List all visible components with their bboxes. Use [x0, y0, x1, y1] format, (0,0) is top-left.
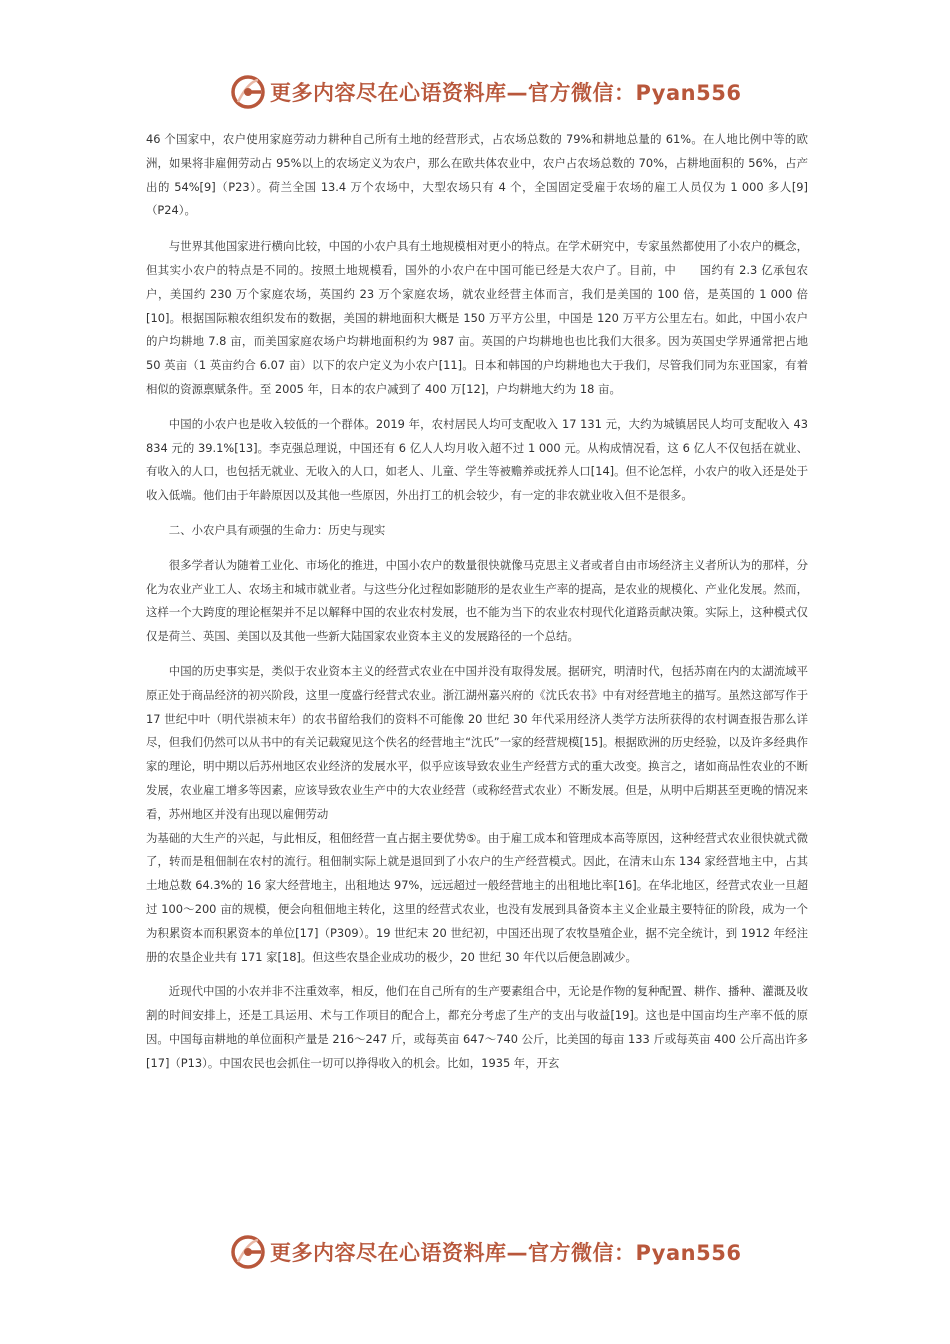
paragraph: 很多学者认为随着工业化、市场化的推进，中国小农户的数量很快就像马克思主义者或者自由市场经济主义者所认为的那样，分化为农业产业工人、农场主和城市就业者。与这些分化过程如影随形的是农业生产率的提高，是农业的规模化、产业化发展。然而，这样一个大跨度的理论框架并不足以解释中国的农业农村发展，也不能为当下的农业农村现代化道路贡献决策。实际上，这种模式仅仅是荷兰、英国、美国以及其他一些新大陆国家农业资本主义的发展路径的一个总结。: [146, 557, 808, 644]
paragraph: 中国的小农户也是收入较低的一个群体。2019 年，农村居民人均可支配收入 17 131 元，大约为城镇居民人均可支配收入 43 834 元的 39.1%[13]。李克强总理说，中国还有 6 亿人人均月收入超不过 1 000 元。从构成情况看，这 6 亿人不仅包括在就业、有收入的人口，也包括无就业、无收入的人口，如老人、儿童、学生等被赡养或抚养人口[14]。但不论怎样，小农户的收入还是处于收入低端。他们由于年龄原因以及其他一些原因，外出打工的机会较少，有一定的非农就业收入但不是很多。: [146, 416, 808, 503]
stylized-g-logo-icon: [228, 72, 268, 112]
banner-main-text: 更多内容尽在心语资料库—官方微信：: [270, 1241, 636, 1265]
spacer: [146, 223, 808, 235]
paragraph: 为基础的大生产的兴起，与此相反，租佃经营一直占据主要优势⑤。由于雇工成本和管理成本高等原因，这种经营式农业很快就式微了，转而是租佃制在农村的流行。租佃制实际上就是退回到了小农户的生产经营模式。因此，在清末山东 134 家经营地主中，占其土地总数 64.3%的 16 家大经营地主，出租地达 97%，远远超过一般经营地主的出租地比率[16]。在华北地区，经营式农业一旦超过 100～200 亩的规模，便会向租佃地主转化，这里的经营式农业，也没有发展到具备资本主义企业最主要特征的阶段，成为一个为积累资本而积累资本的单位[17]（P309）。19 世纪末 20 世纪初，中国还出现了农牧垦殖企业，据不完全统计，到 1912 年经注册的农垦企业共有 171 家[18]。但这些农垦企业成功的极少，20 世纪 30 年代以后便急剧减少。: [146, 830, 808, 964]
banner-main-text: 更多内容尽在心语资料库—官方微信：: [270, 81, 636, 105]
stylized-g-logo-icon: [228, 1232, 268, 1272]
paragraph: 与世界其他国家进行横向比较，中国的小农户具有土地规模相对更小的特点。在学术研究中，专家虽然都使用了小农户的概念，但其实小农户的特点是不同的。按照土地规模看，国外的小农户在中国可能已经是大农户了。目前，中 国约有 2.3 亿承包农户，美国约 230 万个家庭农场，英国约 23 万个家庭农场，就农业经营主体而言，我们是美国的 100 倍，是英国的 1 000 倍[10]。根据国际粮农组织发布的数据，美国的耕地面积大概是 150 万平方公里，中国是 120 万平方公里左右。如此，中国小农户的户均耕地 7.8 亩，而美国家庭农场户均耕地面积约为 987 亩。英国的户均耕地也也比我们大很多。因为英国史学界通常把占地 50 英亩（1 英亩约合 6.07 亩）以下的农户定义为小农户[11]。日本和韩国的户均耕地也大于我们，尽管我们同为东亚国家，有着相似的资源禀赋条件。至 2005 年，日本的农户减到了 400 万[12]，户均耕地大约为 18 亩。: [146, 239, 808, 396]
banner-text: [270, 1237, 741, 1267]
footer-banner: [228, 1232, 742, 1272]
document-body: [146, 128, 808, 1086]
section-heading: 二、小农户具有顽强的生命力：历史与现实: [168, 522, 386, 537]
paragraph: 中国的历史事实是，类似于农业资本主义的经营式农业在中国并没有取得发展。据研究，明清时代，包括苏南在内的太湖流域平原正处于商品经济的初兴阶段，这里一度盛行经营式农业。浙江湖州嘉兴府的《沈氏农书》中有对经营地主的描写。虽然这部写作于 17 世纪中叶（明代崇祯末年）的农书留给我们的资料不可能像 20 世纪 30 年代采用经济人类学方法所获得的农村调查报告那么详尽，但我们仍然可以从书中的有关记载窥见这个佚名的经营地主“沈氏”一家的经营规模[15]。根据欧洲的历史经验，以及许多经典作家的理论，明中期以后苏州地区农业经济的发展水平，似乎应该导致农业生产经营方式的重大改变。换言之，诸如商品性农业的不断发展，农业雇工增多等因素，应该导致农业生产中的大农业经营（或称经营式农业）不断发展。但是，从明中后期甚至更晚的情况来看，苏州地区并没有出现以雇佣劳动: [146, 663, 808, 821]
header-banner: [228, 72, 742, 112]
banner-text: [270, 77, 741, 107]
banner-wechat-id: Pyan556: [635, 1241, 742, 1265]
banner-wechat-id: Pyan556: [635, 81, 742, 105]
paragraph: 46 个国家中，农户使用家庭劳动力耕种自己所有土地的经营形式，占农场总数的 79%和耕地总量的 61%。在人地比例中等的欧洲，如果将非雇佣劳动占 95%以上的农场定义为农户，那么在欧共体农业中，农户占农场总数的 70%，占耕地面积的 56%，占产出的 54%[9]（P23）。荷兰全国 13.4 万个农场中，大型农场只有 4 个，全国固定受雇于农场的雇工人员仅为 1 000 多人[9]（P24）。: [146, 132, 808, 218]
paragraph: 近现代中国的小农并非不注重效率，相反，他们在自己所有的生产要素组合中，无论是作物的复种配置、耕作、播种、灌溉及收割的时间安排上，还是工具运用、术与工作项目的配合上，都充分考虑了生产的支出与收益[19]。这也是中国亩均生产率不低的原因。中国每亩耕地的单位面积产量是 216～247 斤，或每英亩 647～740 公斤，比美国的每亩 133 斤或每英亩 400 公斤高出许多[17]（P13）。中国农民也会抓住一切可以挣得收入的机会。比如，1935 年，开玄: [146, 984, 808, 1070]
